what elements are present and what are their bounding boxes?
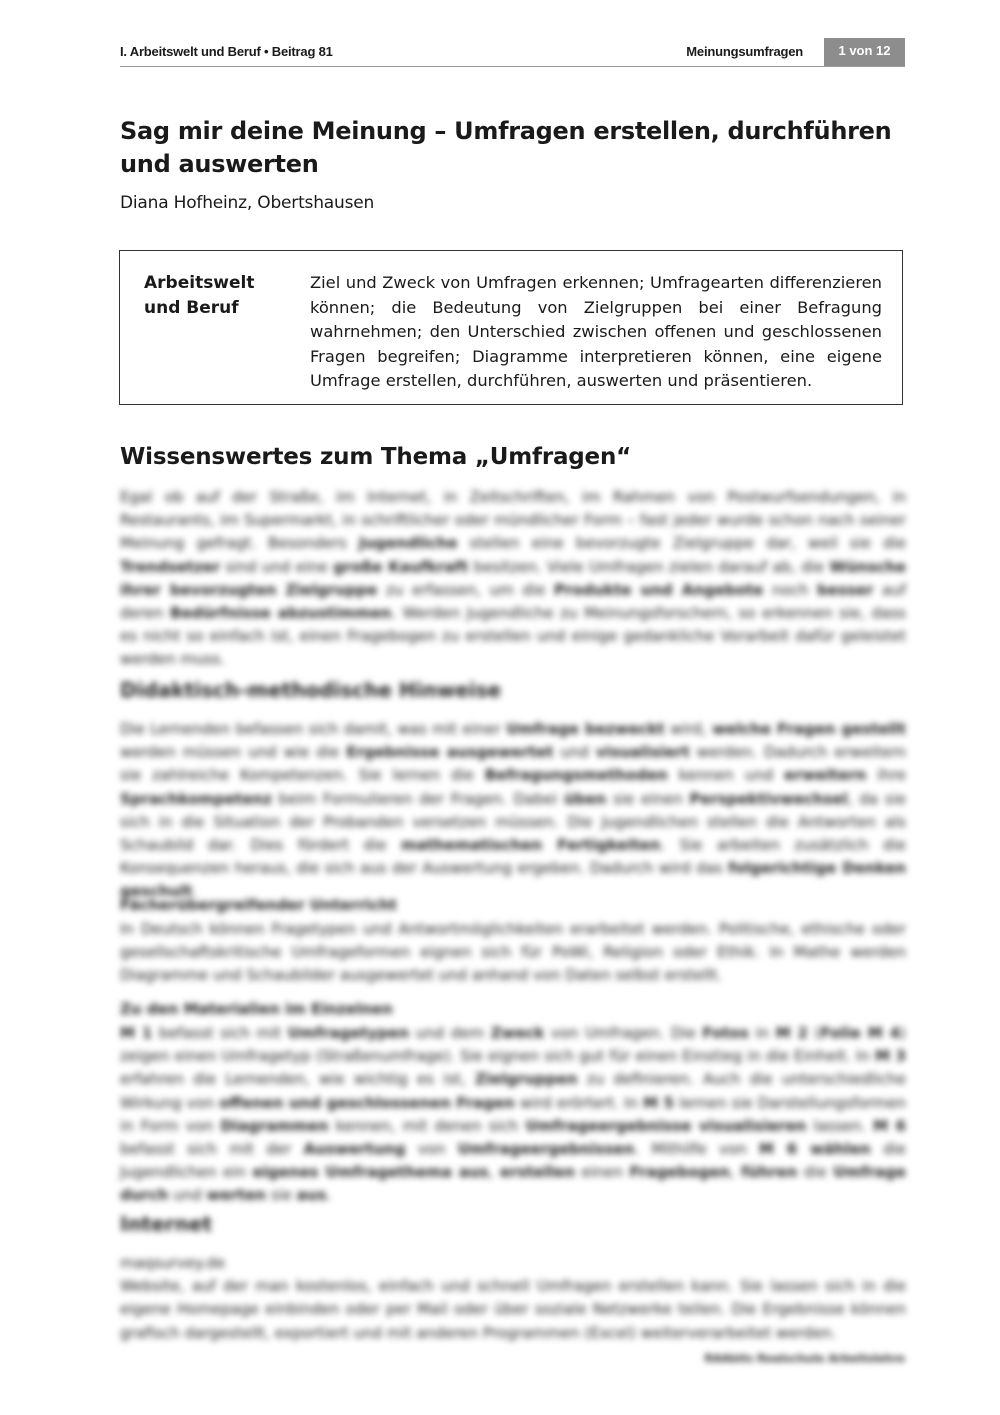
section-title: Wissenswertes zum Thema „Umfragen“ bbox=[120, 444, 632, 470]
blurred-subheading-4: Internet bbox=[120, 1212, 213, 1236]
blurred-subheading-2: Fächerübergreifender Unterricht bbox=[120, 896, 397, 914]
blurred-paragraph-5: maqsurvey.de Website, auf der man kostenlos, einfach und schnell Umfragen erstellen kann. Sie lassen sich in die eigene Homepage einbinden oder per Mail oder über soziale Netzwerke teilen. Die Ergebnisse können grafisch dargestellt, exportiert und mit anderen Programmen (Excel) weiterverarbeitet werden. bbox=[120, 1254, 906, 1342]
competence-label: Arbeitswelt und Beruf bbox=[144, 273, 255, 318]
blurred-paragraph-3: In Deutsch können Fragetypen und Antwortmöglichkeiten erarbeitet werden. Politische, ethische oder gesellschaftskritische Umfrageformen eignen sich für PoWi, Religion oder Ethik. In Mathe werden Diagramme und Schaubilder ausgewertet und anhand von Daten selbst erstellt. bbox=[120, 920, 906, 985]
page-header bbox=[120, 38, 905, 67]
page-number-badge: 1 von 12 bbox=[824, 38, 905, 66]
blurred-subheading-3: Zu den Materialien im Einzelnen bbox=[120, 1000, 393, 1018]
author-line: Diana Hofheinz, Obertshausen bbox=[120, 193, 375, 213]
header-series: I. Arbeitswelt und Beruf • Beitrag 81 bbox=[120, 44, 333, 59]
blurred-paragraph-1: Egal ob auf der Straße, im Internet, in Zeitschriften, im Rahmen von Postwurfsendungen, in Restaurants, im Supermarkt, in schriftlicher oder mündlicher Form – fast jeder wurde schon nach seiner Meinung gefragt. Besonders Jugendliche stellen eine bevorzugte Zielgruppe dar, weil sie die Trendsetzer sind und eine große Kaufkraft besitzen. Viele Umfragen zielen darauf ab, die Wünsche ihrer bevorzugten Zielgruppe zu erfassen, um die Produkte und Angebote noch besser auf deren Bedürfnisse abzustimmen. Werden Jugendliche zu Meinungsforschern, so erkennen sie, dass es nicht so einfach ist, einen Fragebogen zu erstellen und einige gedankliche Vorarbeit dafür geleistet werden muss. bbox=[120, 488, 907, 669]
blurred-paragraph-2: Die Lernenden befassen sich damit, was mit einer Umfrage bezweckt wird, welche Fragen gestellt werden müssen und wie die Ergebnisse ausgewertet und visualisiert werden. Dadurch erweitern sie zahlreiche Kompetenzen. Sie lernen die Befragungsmethoden kennen und erweitern ihre Sprachkompetenz beim Formulieren der Fragen. Dabei üben sie einen Perspektivwechsel, da sie sich in die Situation der Probanden versetzen müssen. Die Jugendlichen stellen die Antworten als Schaubild dar. Dies fördert die mathematischen Fertigkeiten. Sie arbeiten zusätzlich die Konsequenzen heraus, die sich aus der Auswertung ergeben. Dadurch wird das folgerichtige Denken geschult. bbox=[120, 720, 906, 901]
blurred-paragraph-4: M 1 befasst sich mit Umfragetypen und dem Zweck von Umfragen. Die Fotos in M 2 (Folie M 4) zeigen einen Umfragetyp (Straßenumfrage). Sie eignen sich gut für einen Einstieg in die Einheit. In M 3 erfahren die Lernenden, wie wichtig es ist, Zielgruppen zu definieren. Auch die unterschiedliche Wirkung von offenen und geschlossenen Fragen wird erörtert. In M 5 lernen sie Darstellungsformen in Form von Diagrammen kennen, mit denen sich Umfrageergebnisse visualisieren lassen. M 6 befasst sich mit der Auswertung von Umfrageergebnissen. Mithilfe von M 6 wählen die Jugendlichen ein eigenes Umfragethema aus, erstellen einen Fragebogen, führen die Umfrage durch und werten sie aus. bbox=[120, 1024, 907, 1205]
blurred-subheading-1: Didaktisch-methodische Hinweise bbox=[120, 678, 502, 702]
competence-box bbox=[119, 250, 903, 405]
document-title: Sag mir deine Meinung – Umfragen erstellen, durchführen und auswerten bbox=[120, 117, 892, 178]
header-topic: Meinungsumfragen bbox=[686, 44, 803, 59]
blurred-credit: RAAbits Realschule Arbeitslehre bbox=[704, 1352, 905, 1365]
competence-text: Ziel und Zweck von Umfragen erkennen; Umfragearten differenzieren können; die Bedeutung von Zielgruppen bei einer Befragung wahrnehmen; den Unterschied zwischen offenen und geschlossenen Fragen begreifen; Diagramme interpretieren können, eine eigene Umfrage erstellen, durchführen, auswerten und präsentieren. bbox=[310, 273, 882, 390]
